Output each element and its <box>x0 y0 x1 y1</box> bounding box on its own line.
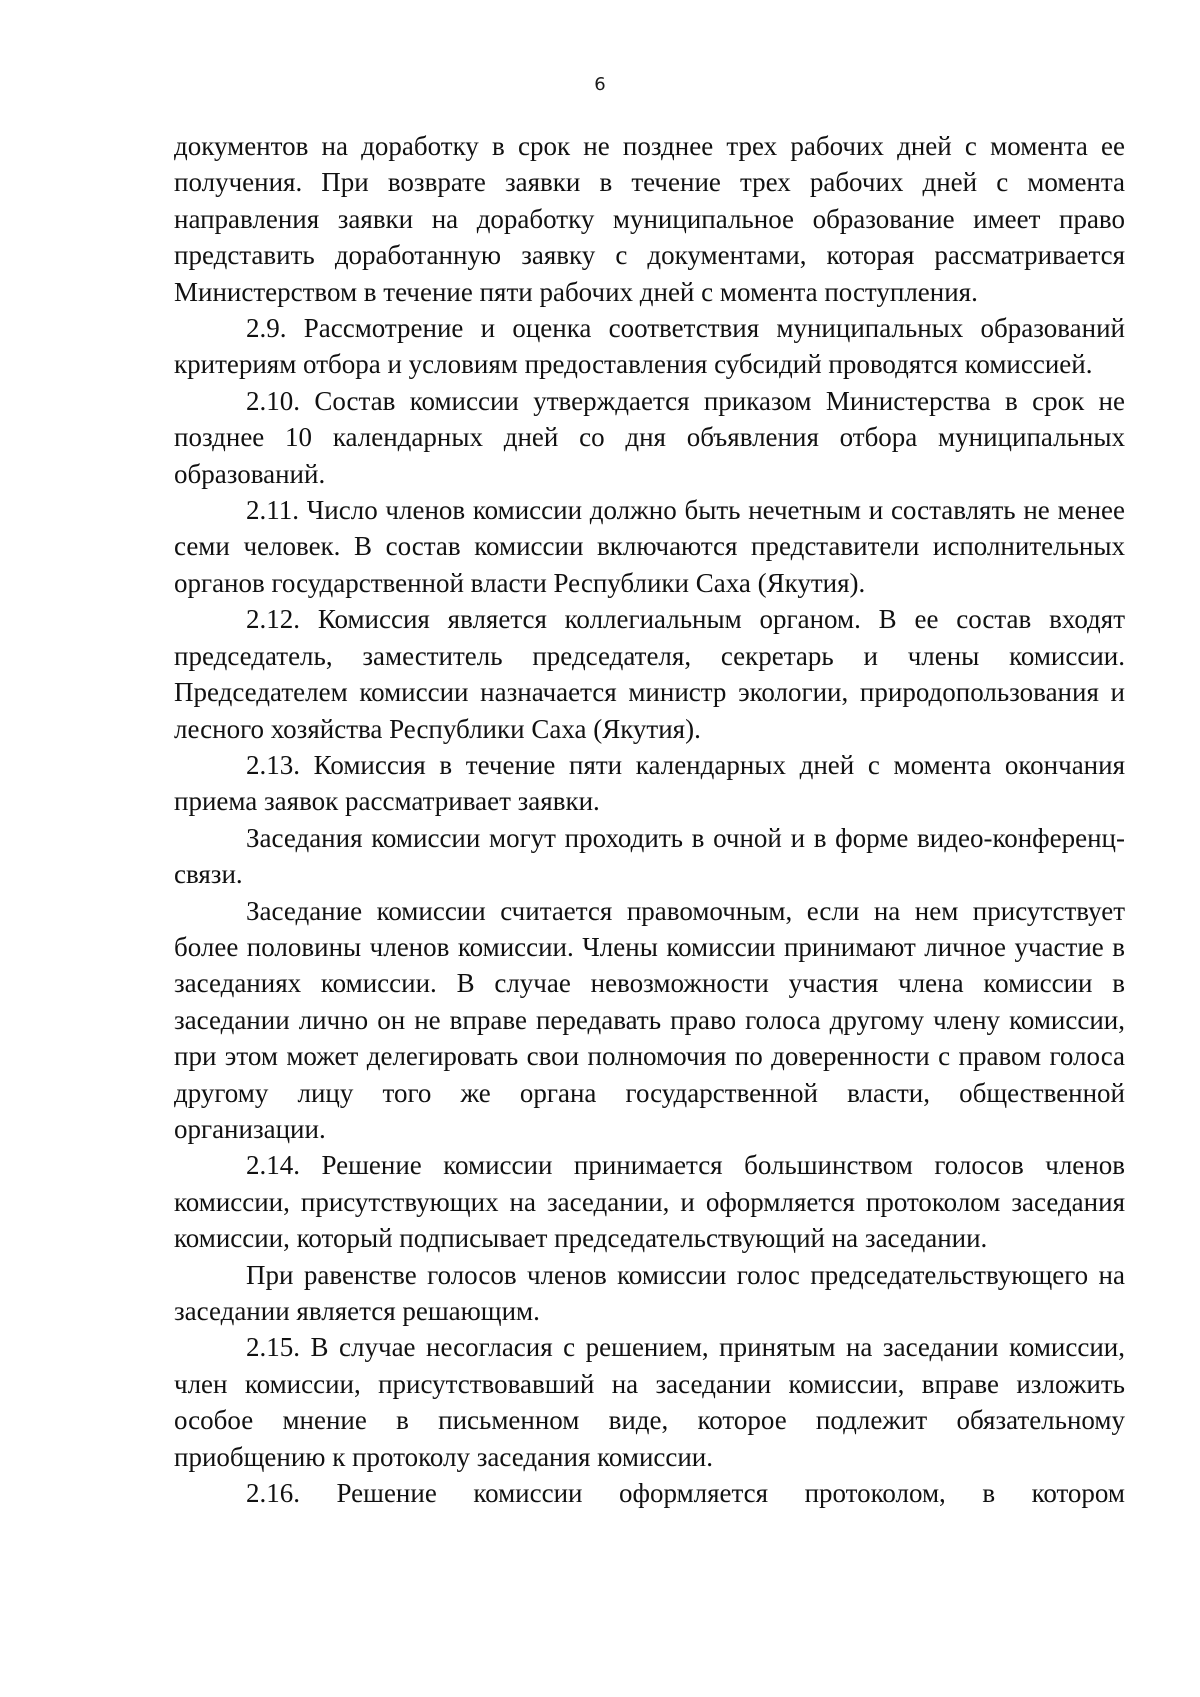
paragraph-quorum: Заседание комиссии считается правомочным, если на нем присутствует более половины членов комиссии. Члены комиссии принимают личное участие в заседаниях комиссии. В случае невозможности участия члена комиссии в заседании лично он не вправе передавать право голоса другому члену комиссии, при этом может делегировать свои полномочия по доверенности с правом голоса другому лицу того же органа государственной власти, общественной организации. <box>174 895 1125 1144</box>
document-body <box>174 128 1125 1511</box>
paragraph-2-14: 2.14. Решение комиссии принимается большинством голосов членов комиссии, присутствующих на заседании, и оформляется протоколом заседания комиссии, который подписывает председательствующий на заседании. <box>174 1150 1125 1254</box>
paragraph-2-13: 2.13. Комиссия в течение пяти календарных дней с момента окончания приема заявок рассматривает заявки. <box>174 749 1125 817</box>
paragraph-2-11: 2.11. Число членов комиссии должно быть нечетным и составлять не менее семи человек. В состав комиссии включаются представители исполнительных органов государственной власти Республики Саха (Якутия). <box>174 495 1125 598</box>
paragraph-2-12: 2.12. Комиссия является коллегиальным органом. В ее состав входят председатель, заместитель председателя, секретарь и члены комиссии. Председателем комиссии назначается министр экологии, природопользования и лесного хозяйства Республики Саха (Якутия). <box>174 604 1125 744</box>
paragraph-2-10: 2.10. Состав комиссии утверждается приказом Министерства в срок не позднее 10 календарных дней со дня объявления отбора муниципальных образований. <box>174 385 1125 489</box>
paragraph-2-15: 2.15. В случае несогласия с решением, принятым на заседании комиссии, член комиссии, присутствовавший на заседании комиссии, вправе изложить особое мнение в письменном виде, которое подлежит обязательному приобщению к протоколу заседания комиссии. <box>174 1332 1125 1472</box>
page-number: 6 <box>594 74 606 95</box>
paragraph-2-16: 2.16. Решение комиссии оформляется протоколом, в котором <box>246 1478 1125 1509</box>
paragraph-meeting-format: Заседания комиссии могут проходить в очной и в форме видео-конференц-связи. <box>174 822 1125 890</box>
paragraph-2-9: 2.9. Рассмотрение и оценка соответствия муниципальных образований критериям отбора и условиям предоставления субсидий проводятся комиссией. <box>174 313 1125 380</box>
paragraph-tie-vote: При равенстве голосов членов комиссии голос председательствующего на заседании является решающим. <box>174 1259 1125 1326</box>
paragraph-continuation: документов на доработку в срок не позднее трех рабочих дней с момента ее получения. При возврате заявки в течение трех рабочих дней с момента направления заявки на доработку муниципальное образование имеет право представить доработанную заявку с документами, которая рассматривается Министерством в течение пяти рабочих дней с момента поступления. <box>174 131 1125 307</box>
